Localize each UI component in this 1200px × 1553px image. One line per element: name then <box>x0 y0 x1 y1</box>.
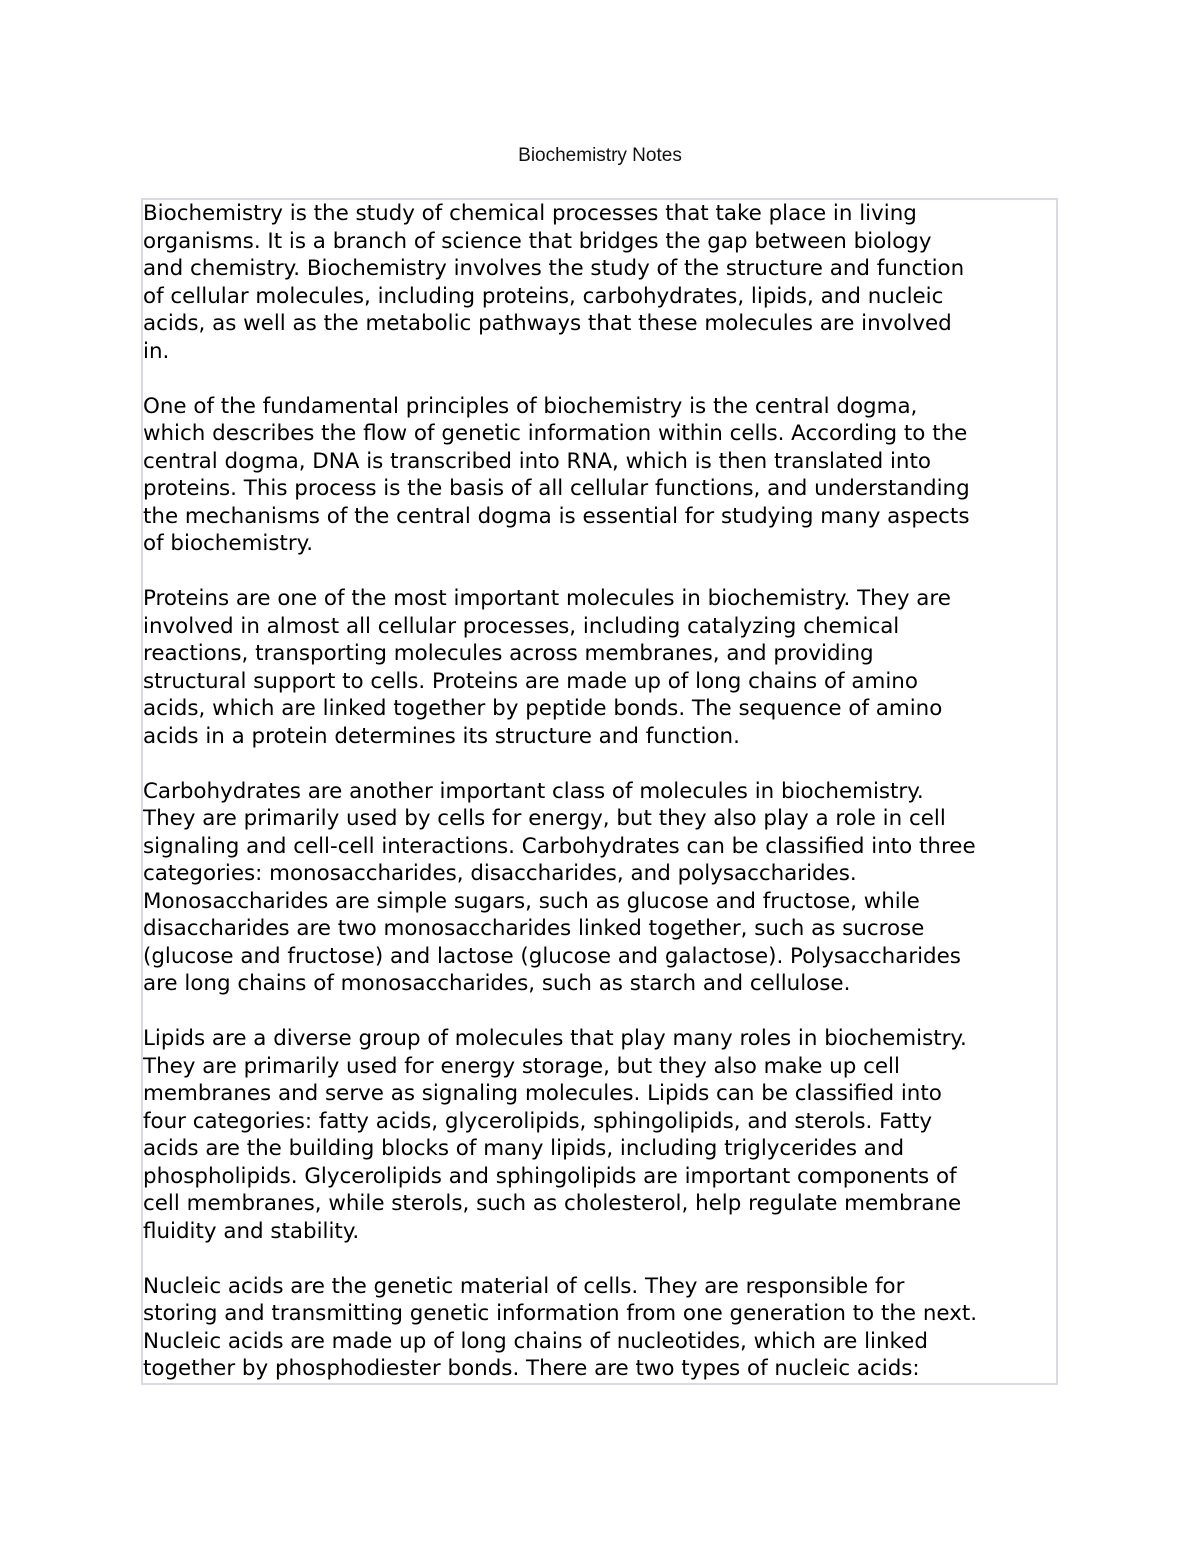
text-line: which describes the flow of genetic information within cells. According to the <box>143 421 968 446</box>
page-title: Biochemistry Notes <box>518 145 682 166</box>
text-line: structural support to cells. Proteins are made up of long chains of amino <box>143 668 918 694</box>
text-line: Proteins are one of the most important molecules in biochemistry. They are <box>143 586 951 611</box>
text-line: storing and transmitting genetic information from one generation to the next. <box>143 1301 978 1326</box>
text-line: of biochemistry. <box>143 531 314 556</box>
text-line: They are primarily used for energy storage, but they also make up cell <box>143 1053 900 1079</box>
text-line: phospholipids. Glycerolipids and sphingolipids are important components of <box>143 1163 957 1189</box>
text-line: and chemistry. Biochemistry involves the study of the structure and function <box>143 256 965 281</box>
paragraph-nucleic-acids <box>143 1273 1056 1383</box>
text-line: cell membranes, while sterols, such as cholesterol, help regulate membrane <box>143 1191 962 1216</box>
text-line: (glucose and fructose) and lactose (glucose and galactose). Polysaccharides <box>143 943 961 969</box>
text-line: Monosaccharides are simple sugars, such as glucose and fructose, while <box>143 888 920 914</box>
text-line: Biochemistry is the study of chemical processes that take place in living <box>143 201 917 226</box>
text-line: of cellular molecules, including proteins, carbohydrates, lipids, and nucleic <box>143 283 944 309</box>
text-line: categories: monosaccharides, disaccharides, and polysaccharides. <box>143 861 857 886</box>
text-line: Carbohydrates are another important class of molecules in biochemistry. <box>143 778 924 804</box>
text-line: Lipids are a diverse group of molecules that play many roles in biochemistry. <box>143 1026 967 1051</box>
text-line: involved in almost all cellular processes, including catalyzing chemical <box>143 613 900 639</box>
text-line: One of the fundamental principles of biochemistry is the central dogma, <box>143 393 918 419</box>
text-line: They are primarily used by cells for energy, but they also play a role in cell <box>143 806 946 831</box>
text-line: acids in a protein determines its structure and function. <box>143 723 740 749</box>
text-line: in. <box>143 338 170 364</box>
paragraph-proteins <box>143 585 1056 750</box>
text-line: proteins. This process is the basis of all cellular functions, and understanding <box>143 476 970 501</box>
text-line: Nucleic acids are made up of long chains of nucleotides, which are linked <box>143 1328 928 1354</box>
text-line: acids, as well as the metabolic pathways that these molecules are involved <box>143 311 952 336</box>
text-line: acids, which are linked together by peptide bonds. The sequence of amino <box>143 696 943 721</box>
text-line: signaling and cell-cell interactions. Carbohydrates can be classified into three <box>143 833 976 859</box>
paragraph-carbohydrates <box>143 778 1056 998</box>
text-line: disaccharides are two monosaccharides linked together, such as sucrose <box>143 916 925 941</box>
text-line: central dogma, DNA is transcribed into RNA, which is then translated into <box>143 448 931 474</box>
text-line: membranes and serve as signaling molecules. Lipids can be classified into <box>143 1081 942 1106</box>
text-line: Nucleic acids are the genetic material of cells. They are responsible for <box>143 1273 905 1299</box>
text-line: fluidity and stability. <box>143 1218 360 1244</box>
paragraph-intro <box>143 200 1056 365</box>
notes-text-box <box>141 198 1058 1385</box>
text-line: organisms. It is a branch of science that bridges the gap between biology <box>143 228 932 254</box>
text-line: the mechanisms of the central dogma is essential for studying many aspects <box>143 503 970 529</box>
text-line: together by phosphodiester bonds. There are two types of nucleic acids: <box>143 1356 920 1381</box>
text-line: acids are the building blocks of many lipids, including triglycerides and <box>143 1136 905 1161</box>
text-line: reactions, transporting molecules across membranes, and providing <box>143 641 874 666</box>
text-line: are long chains of monosaccharides, such as starch and cellulose. <box>143 971 851 996</box>
text-line: four categories: fatty acids, glycerolipids, sphingolipids, and sterols. Fatty <box>143 1108 933 1134</box>
paragraph-lipids <box>143 1025 1056 1245</box>
paragraph-central-dogma <box>143 393 1056 558</box>
